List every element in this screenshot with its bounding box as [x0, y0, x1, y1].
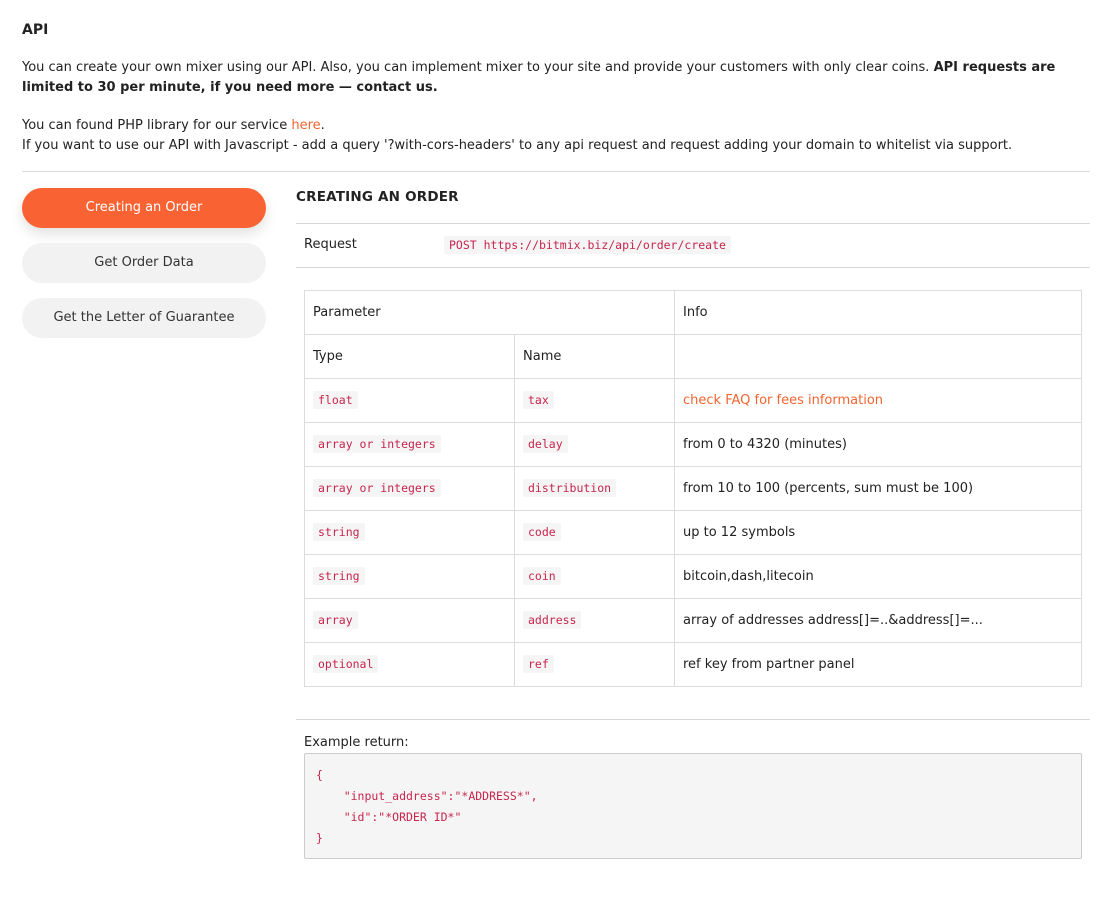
param-name-cell	[515, 379, 675, 423]
param-type-cell	[305, 467, 515, 511]
param-type-cell	[305, 555, 515, 599]
param-type: float	[313, 391, 358, 409]
param-type: array or integers	[313, 479, 441, 497]
param-name: address	[523, 611, 581, 629]
param-type: array or integers	[313, 435, 441, 453]
header-name: Name	[515, 335, 675, 379]
php-prefix: You can found PHP library for our service	[22, 118, 292, 133]
request-label: Request	[304, 237, 357, 252]
param-type-cell	[305, 643, 515, 687]
param-name-cell	[515, 511, 675, 555]
example-return-label: Example return:	[304, 735, 409, 750]
library-note	[22, 116, 1090, 156]
intro-text: You can create your own mixer using our API. Also, you can implement mixer to your site and provide your customers with only clear coins.	[22, 60, 934, 75]
param-info-cell	[675, 379, 1082, 423]
param-type: string	[313, 523, 365, 541]
table-row	[305, 643, 1082, 687]
section-title: CREATING AN ORDER	[296, 189, 459, 205]
divider	[22, 171, 1090, 172]
param-name: delay	[523, 435, 568, 453]
table-row	[305, 379, 1082, 423]
table-row	[305, 599, 1082, 643]
faq-fees-link[interactable]: check FAQ for fees information	[683, 393, 884, 408]
js-cors-note: If you want to use our API with Javascript - add a query '?with-cors-headers' to any api request and request adding your domain to whitelist via support.	[22, 138, 1013, 153]
param-info: from 0 to 4320 (minutes)	[675, 423, 1082, 467]
param-name: coin	[523, 567, 561, 585]
api-section-content	[296, 186, 1090, 845]
php-suffix: .	[320, 118, 325, 133]
param-name: code	[523, 523, 561, 541]
param-info: up to 12 symbols	[675, 511, 1082, 555]
divider	[296, 719, 1090, 720]
php-library-link[interactable]: here	[291, 118, 321, 133]
header-type: Type	[305, 335, 515, 379]
table-row	[305, 511, 1082, 555]
param-name: distribution	[523, 479, 616, 497]
php-library-line	[22, 116, 1090, 136]
table-row	[305, 423, 1082, 467]
param-name-cell	[515, 599, 675, 643]
example-return-code: { "input_address":"*ADDRESS*", "id":"*ORDER ID*" }	[304, 753, 1082, 859]
table-subheader-row	[305, 335, 1082, 379]
param-type-cell	[305, 599, 515, 643]
parameters-table	[304, 290, 1082, 687]
param-name: ref	[523, 655, 554, 673]
param-name-cell	[515, 423, 675, 467]
request-row	[296, 223, 1090, 268]
param-type-cell	[305, 511, 515, 555]
nav-get-order-data-button[interactable]: Get Order Data	[22, 243, 266, 283]
table-row	[305, 467, 1082, 511]
param-type-cell	[305, 423, 515, 467]
param-type: string	[313, 567, 365, 585]
param-info: from 10 to 100 (percents, sum must be 100)	[675, 467, 1082, 511]
table-header-row	[305, 291, 1082, 335]
intro-rate-limit: API requests are limited to 30 per minute, if you need more — contact us.	[22, 60, 1056, 95]
param-name-cell	[515, 467, 675, 511]
param-type: optional	[313, 655, 378, 673]
page-title: API	[22, 22, 49, 38]
header-info: Info	[675, 291, 1082, 335]
nav-creating-order-button[interactable]: Creating an Order	[22, 188, 266, 228]
header-parameter: Parameter	[305, 291, 675, 335]
api-method-nav	[22, 188, 266, 353]
param-type-cell	[305, 379, 515, 423]
request-endpoint: POST https://bitmix.biz/api/order/create	[444, 236, 731, 254]
param-info: ref key from partner panel	[675, 643, 1082, 687]
param-info: bitcoin,dash,litecoin	[675, 555, 1082, 599]
param-name-cell	[515, 555, 675, 599]
param-name-cell	[515, 643, 675, 687]
param-info: array of addresses address[]=..&address[]=...	[675, 599, 1082, 643]
intro-paragraph	[22, 58, 1090, 98]
param-name: tax	[523, 391, 554, 409]
table-row	[305, 555, 1082, 599]
nav-letter-of-guarantee-button[interactable]: Get the Letter of Guarantee	[22, 298, 266, 338]
param-type: array	[313, 611, 358, 629]
header-info-empty	[675, 335, 1082, 379]
